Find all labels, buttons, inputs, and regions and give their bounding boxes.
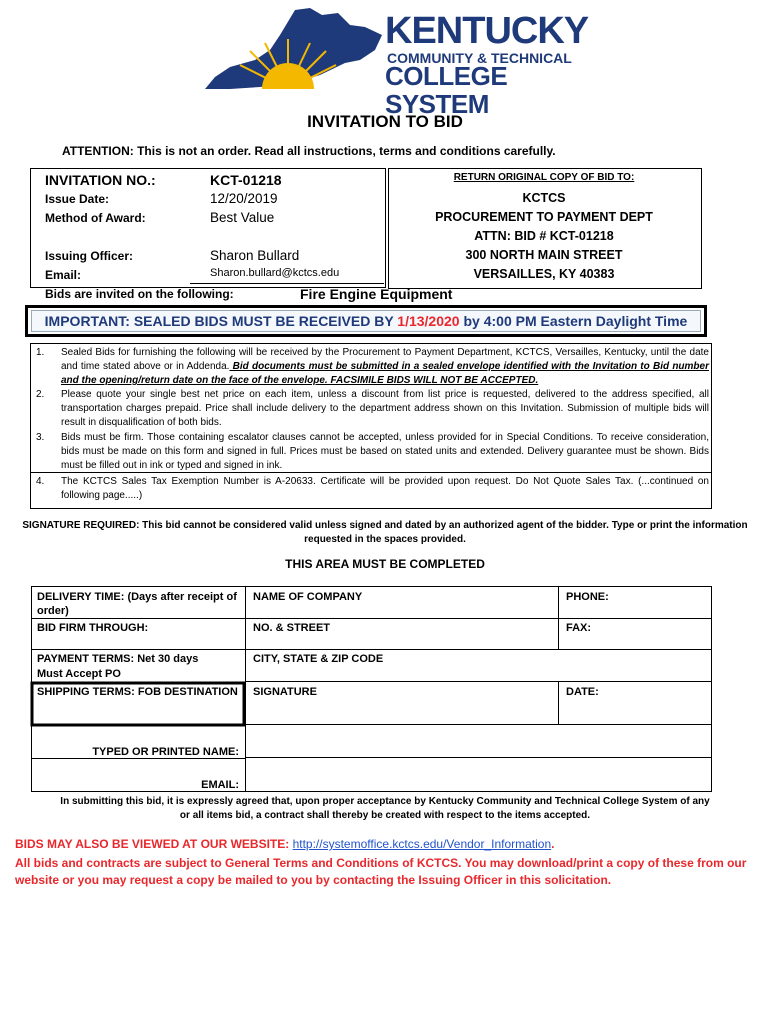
attention-note: ATTENTION: This is not an order. Read all instructions, terms and conditions carefully. <box>62 144 556 158</box>
return-line-5: VERSAILLES, KY 40383 <box>473 267 615 281</box>
vendor-information-link[interactable]: http://systemoffice.kctcs.edu/Vendor_Information <box>292 837 552 851</box>
payment-terms-label: PAYMENT TERMS: Net 30 days <box>37 653 199 665</box>
item-text: The KCTCS Sales Tax Exemption Number is A-20633. Certificate will be provided upon request. Do Not Quote Sales Tax. (...continued on following page.....) <box>61 476 709 501</box>
return-line-4: 300 NORTH MAIN STREET <box>465 248 623 262</box>
delivery-time-label: DELIVERY TIME: (Days after receipt of order) <box>37 591 237 617</box>
website-line <box>15 837 555 851</box>
return-line-1: KCTCS <box>522 191 566 205</box>
email-input[interactable] <box>246 759 711 791</box>
bids-label: Bids are invited on the following: <box>45 287 234 301</box>
city-state-zip-field[interactable]: CITY, STATE & ZIP CODE <box>253 653 384 665</box>
bid-firm-label: BID FIRM THROUGH: <box>37 622 149 634</box>
website-dot: . <box>551 837 555 851</box>
payment-terms-po: Must Accept PO <box>37 668 121 680</box>
fax-field[interactable]: FAX: <box>566 622 592 634</box>
date-field[interactable]: DATE: <box>566 686 599 698</box>
agreement-note: In submitting this bid, it is expressly agreed that, upon proper acceptance by Kentucky Community and Technical College System of any or all items bid, a contract shall thereby be created with respect to the items accepted. <box>60 796 710 821</box>
bids-value: Fire Engine Equipment <box>300 286 453 302</box>
return-line-2: PROCUREMENT TO PAYMENT DEPT <box>435 210 653 224</box>
item-text: Sealed Bids for furnishing the following will be received by the Procurement to Payment Department, KCTCS, Versailles, Kentucky, until the date and time stated above or in Addenda. <box>61 347 709 372</box>
terms-note: All bids and contracts are subject to General Terms and Conditions of KCTCS. You may download/print a copy of these from our website or you may request a copy be mailed to you by contacting the Issuing Officer in this solicitation. <box>15 856 747 887</box>
issue-date-value: 12/20/2019 <box>210 191 278 206</box>
item-text: Please quote your single best net price on each item, unless a discount from list price is requested, delivered to the address specified, all transportation charges prepaid. Price shall include delivery to the department address shown on this Invitation. Submission of multiple bids will result in disqualification of both bids. <box>61 389 709 428</box>
street-field[interactable]: NO. & STREET <box>253 622 331 634</box>
typed-name-input[interactable] <box>246 725 711 757</box>
signature-required-note: SIGNATURE REQUIRED: This bid cannot be considered valid unless signed and dated by an authorized agent of the bidder. Type or print the information requested in the spaces provided. <box>22 520 748 545</box>
issue-date-label: Issue Date: <box>45 192 110 206</box>
item-number: 2. <box>36 389 45 400</box>
method-label: Method of Award: <box>45 211 146 225</box>
method-value: Best Value <box>210 210 275 225</box>
important-suffix: by 4:00 PM Eastern Daylight Time <box>459 313 688 329</box>
invitation-no-value: KCT-01218 <box>210 172 282 188</box>
shipping-terms-label: SHIPPING TERMS: FOB DESTINATION <box>37 686 238 698</box>
officer-value: Sharon Bullard <box>210 248 300 263</box>
email-label: Email: <box>45 268 82 282</box>
email-value[interactable]: Sharon.bullard@kctcs.edu <box>210 267 340 279</box>
website-prefix: BIDS MAY ALSO BE VIEWED AT OUR WEBSITE: <box>15 837 293 851</box>
return-line-3: ATTN: BID # KCT-01218 <box>474 229 614 243</box>
page-title: INVITATION TO BID <box>307 112 463 131</box>
logo-text-college: COLLEGE SYSTEM <box>385 61 508 119</box>
must-complete-heading: THIS AREA MUST BE COMPLETED <box>285 557 485 571</box>
email-form-label: EMAIL: <box>201 779 239 791</box>
important-prefix: IMPORTANT: SEALED BIDS MUST BE RECEIVED BY <box>44 313 398 329</box>
invitation-no-label: INVITATION NO.: <box>45 172 156 188</box>
item-number: 1. <box>36 347 45 358</box>
company-name-field[interactable]: NAME OF COMPANY <box>253 591 363 603</box>
typed-name-label: TYPED OR PRINTED NAME: <box>92 746 239 758</box>
item-number: 4. <box>36 476 45 487</box>
phone-field[interactable]: PHONE: <box>566 591 609 603</box>
logo-text-community: COMMUNITY & TECHNICAL <box>387 50 572 66</box>
return-header: RETURN ORIGINAL COPY OF BID TO: <box>453 172 635 183</box>
item-number: 3. <box>36 432 45 443</box>
item-text: Bids must be firm. Those containing escalator clauses cannot be accepted, unless provided for in Special Conditions. To receive consideration, bids must be made on this form and signed in full. Prices must be based on stated units and extended. Delivery guarantee must be shown. Bids must be filled out in ink or typed and signed in ink. <box>61 432 709 471</box>
officer-label: Issuing Officer: <box>45 249 134 263</box>
logo-text-kentucky: KENTUCKY <box>385 10 589 52</box>
signature-field[interactable]: SIGNATURE <box>253 686 317 698</box>
important-date: 1/13/2020 <box>397 313 460 329</box>
item-emphasis: Bid documents must be submitted in a sealed envelope identified with the Invitation to Bid number and the opening/return date on the face of the envelope. FACSIMILE BIDS WILL NOT BE ACCEPTED. <box>61 361 709 386</box>
